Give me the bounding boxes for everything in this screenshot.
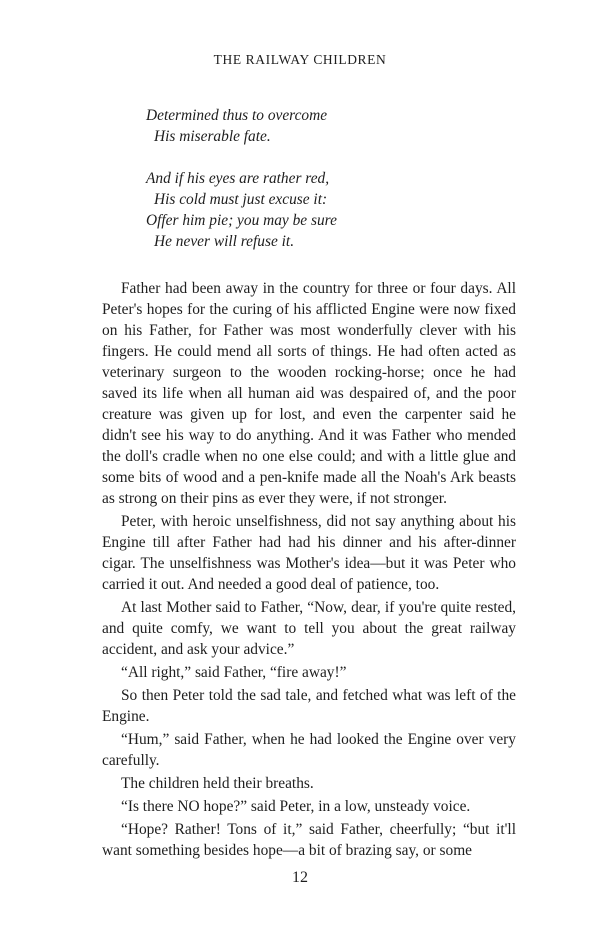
verse-line: His cold must just excuse it: bbox=[154, 191, 328, 208]
paragraph: “All right,” said Father, “fire away!” bbox=[121, 664, 347, 681]
verse-line: Determined thus to overcome bbox=[146, 107, 328, 124]
paragraph: “Is there NO hope?” said Peter, in a low, unsteady voice. bbox=[121, 798, 471, 815]
paragraph: “Hope? Rather! Tons of it,” said Father, cheerfully; “but it'll want something besides hope—a bit of brazing say, or some bbox=[102, 821, 516, 859]
body-text bbox=[102, 278, 516, 863]
stanza bbox=[146, 168, 476, 252]
verse-line: He never will refuse it. bbox=[154, 233, 295, 250]
poem bbox=[146, 105, 476, 252]
verse-line: Offer him pie; you may be sure bbox=[146, 212, 337, 229]
verse-line: And if his eyes are rather red, bbox=[146, 170, 330, 187]
paragraph: So then Peter told the sad tale, and fetched what was left of the Engine. bbox=[102, 687, 516, 725]
paragraph: Peter, with heroic unselfishness, did not say anything about his Engine till after Father had had his dinner and his after-dinner cigar. The unselfishness was Mother's idea—but it was Peter who carried it out. And needed a good deal of patience, too. bbox=[102, 513, 516, 593]
page-number: 12 bbox=[292, 869, 308, 886]
running-head: THE RAILWAY CHILDREN bbox=[213, 52, 387, 67]
paragraph: At last Mother said to Father, “Now, dear, if you're quite rested, and quite comfy, we want to tell you about the great railway accident, and ask your advice.” bbox=[102, 599, 516, 658]
stanza bbox=[146, 105, 476, 147]
paragraph: Father had been away in the country for three or four days. All Peter's hopes for the curing of his afflicted Engine were now fixed on his Father, for Father was most wonderfully clever with his fingers. He could mend all sorts of things. He had often acted as veterinary surgeon to the wooden rocking-horse; once he had saved its life when all human aid was despaired of, and the poor creature was given up for lost, and even the carpenter said he didn't see his way to do anything. And it was Father who mended the doll's cradle when no one else could; and with a little glue and some bits of wood and a pen-knife made all the Noah's Ark beasts as strong on their pins as ever they were, if not stronger. bbox=[102, 280, 516, 507]
paragraph: “Hum,” said Father, when he had looked the Engine over very carefully. bbox=[102, 731, 516, 769]
verse-line: His miserable fate. bbox=[154, 128, 271, 145]
paragraph: The children held their breaths. bbox=[121, 775, 314, 792]
